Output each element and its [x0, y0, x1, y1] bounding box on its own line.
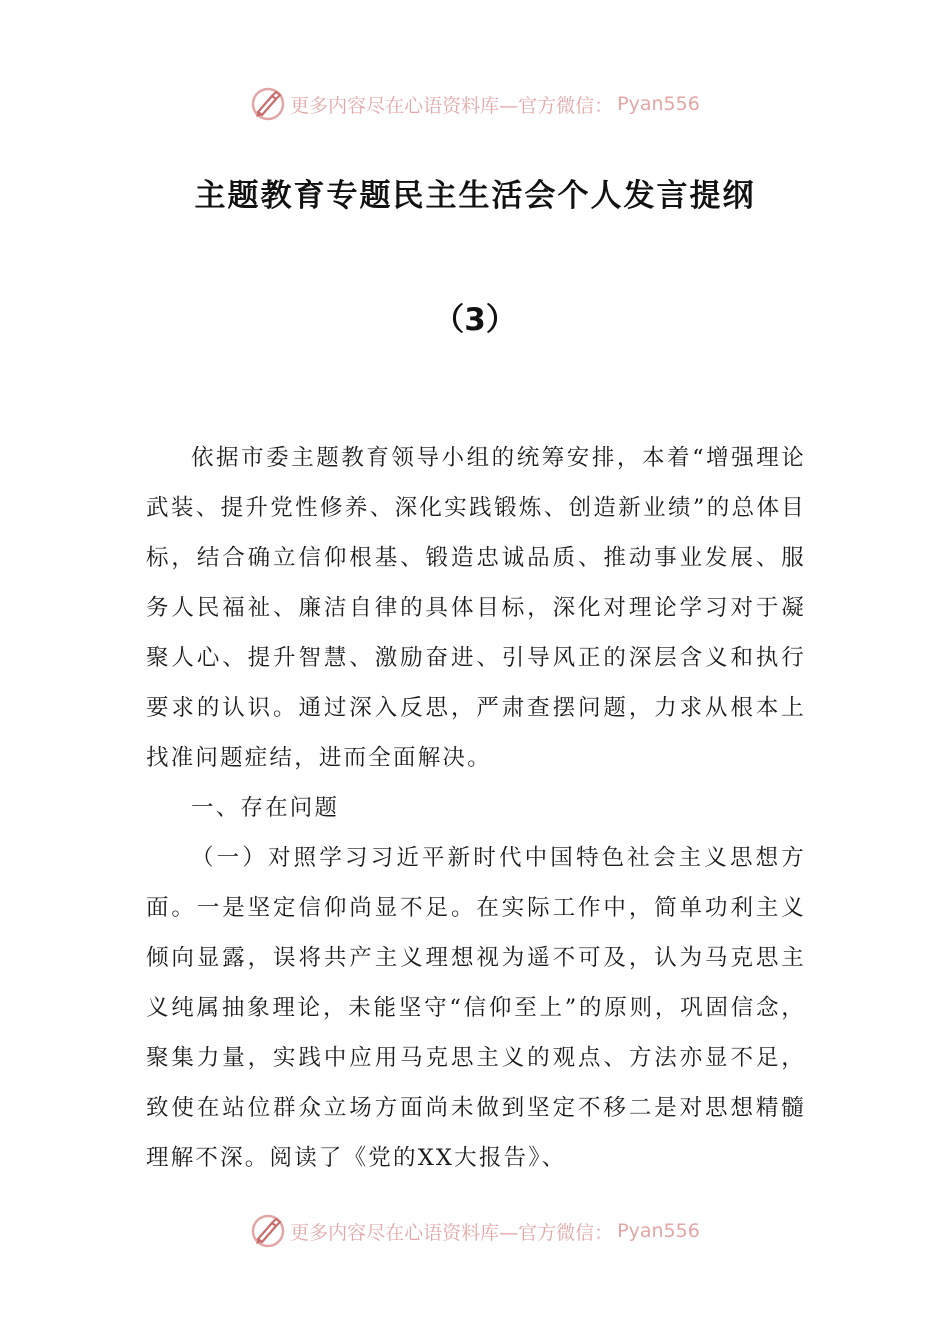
watermark-wechat-id: Pyan556 [617, 1220, 700, 1242]
intro-paragraph: 依据市委主题教育领导小组的统筹安排，本着“增强理论武装、提升党性修养、深化实践锻炼、创造新业绩”的总体目标，结合确立信仰根基、锻造忠诚品质、推动事业发展、服务人民福祉、廉洁自律的具体目标，深化对理论学习对于凝聚人心、提升智慧、激励奋进、引导风正的深层含义和执行要求的认识。通过深入反思，严肃查摆问题，力求从根本上找准问题症结，进而全面解决。 [146, 445, 806, 771]
watermark-wechat-id: Pyan556 [617, 93, 700, 115]
footer-watermark [0, 1213, 950, 1249]
watermark-text: 更多内容尽在心语资料库—官方微信： [290, 1221, 614, 1244]
subsection-paragraph: （一）对照学习习近平新时代中国特色社会主义思想方面。一是坚定信仰尚显不足。在实际工作中，简单功利主义倾向显露，误将共产主义理想视为遥不可及，认为马克思主义纯属抽象理论，未能坚守“信仰至上”的原则，巩固信念，聚集力量，实践中应用马克思主义的观点、方法亦显不足，致使在站位群众立场方面尚未做到坚定不移二是对思想精髓理解不深。阅读了《党的XX大报告》、 [146, 845, 806, 1171]
document-number: （3） [433, 302, 517, 338]
pen-logo-icon [250, 86, 286, 122]
watermark-text: 更多内容尽在心语资料库—官方微信： [290, 94, 614, 117]
document-title: 主题教育专题民主生活会个人发言提纲 [194, 178, 756, 214]
pen-logo-icon [250, 1213, 286, 1249]
header-watermark [0, 86, 950, 122]
section-heading: 一、存在问题 [191, 795, 340, 821]
document-body [146, 433, 806, 1183]
